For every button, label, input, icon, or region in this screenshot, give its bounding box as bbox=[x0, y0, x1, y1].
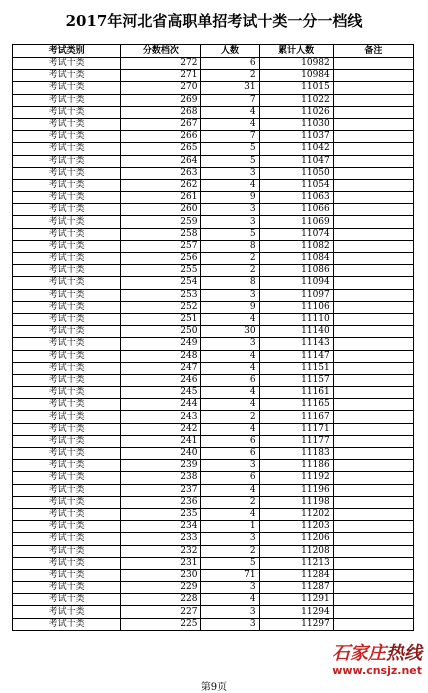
cell-count: 3 bbox=[201, 204, 259, 216]
cell-count: 71 bbox=[201, 569, 259, 581]
cell-cumulative: 11167 bbox=[259, 411, 333, 423]
cell-count: 4 bbox=[201, 350, 259, 362]
header-score: 分数档次 bbox=[121, 45, 201, 58]
cell-remark bbox=[333, 58, 413, 70]
cell-category: 考试十类 bbox=[13, 277, 121, 289]
cell-count: 4 bbox=[201, 484, 259, 496]
cell-count: 8 bbox=[201, 240, 259, 252]
cell-category: 考试十类 bbox=[13, 569, 121, 581]
cell-cumulative: 11198 bbox=[259, 496, 333, 508]
cell-score: 250 bbox=[121, 326, 201, 338]
cell-remark bbox=[333, 350, 413, 362]
table-row bbox=[13, 362, 414, 374]
cell-remark bbox=[333, 143, 413, 155]
cell-category: 考试十类 bbox=[13, 606, 121, 618]
cell-score: 269 bbox=[121, 94, 201, 106]
cell-score: 244 bbox=[121, 399, 201, 411]
cell-remark bbox=[333, 118, 413, 130]
cell-remark bbox=[333, 545, 413, 557]
cell-score: 245 bbox=[121, 387, 201, 399]
cell-cumulative: 11297 bbox=[259, 618, 333, 630]
cell-category: 考试十类 bbox=[13, 167, 121, 179]
cell-remark bbox=[333, 106, 413, 118]
cell-category: 考试十类 bbox=[13, 472, 121, 484]
cell-cumulative: 11037 bbox=[259, 131, 333, 143]
table-body bbox=[13, 58, 414, 631]
cell-remark bbox=[333, 472, 413, 484]
cell-score: 259 bbox=[121, 216, 201, 228]
header-remark: 备注 bbox=[333, 45, 413, 58]
cell-remark bbox=[333, 338, 413, 350]
table-row bbox=[13, 94, 414, 106]
cell-cumulative: 11097 bbox=[259, 289, 333, 301]
cell-cumulative: 11094 bbox=[259, 277, 333, 289]
cell-cumulative: 11202 bbox=[259, 508, 333, 520]
cell-score: 260 bbox=[121, 204, 201, 216]
cell-category: 考试十类 bbox=[13, 387, 121, 399]
cell-remark bbox=[333, 167, 413, 179]
cell-category: 考试十类 bbox=[13, 192, 121, 204]
cell-category: 考试十类 bbox=[13, 557, 121, 569]
cell-count: 3 bbox=[201, 460, 259, 472]
cell-category: 考试十类 bbox=[13, 118, 121, 130]
cell-cumulative: 11110 bbox=[259, 313, 333, 325]
cell-score: 239 bbox=[121, 460, 201, 472]
cell-cumulative: 11183 bbox=[259, 448, 333, 460]
cell-category: 考试十类 bbox=[13, 94, 121, 106]
table-row bbox=[13, 545, 414, 557]
table-row bbox=[13, 399, 414, 411]
cell-cumulative: 11287 bbox=[259, 582, 333, 594]
header-cumulative: 累计人数 bbox=[259, 45, 333, 58]
site-logo-watermark bbox=[272, 644, 422, 688]
cell-remark bbox=[333, 374, 413, 386]
cell-cumulative: 11047 bbox=[259, 155, 333, 167]
cell-cumulative: 10984 bbox=[259, 70, 333, 82]
cell-cumulative: 11026 bbox=[259, 106, 333, 118]
table-row bbox=[13, 155, 414, 167]
cell-count: 8 bbox=[201, 277, 259, 289]
cell-remark bbox=[333, 399, 413, 411]
cell-cumulative: 11177 bbox=[259, 435, 333, 447]
cell-remark bbox=[333, 496, 413, 508]
table-row bbox=[13, 131, 414, 143]
cell-score: 225 bbox=[121, 618, 201, 630]
cell-score: 236 bbox=[121, 496, 201, 508]
cell-count: 30 bbox=[201, 326, 259, 338]
cell-remark bbox=[333, 326, 413, 338]
cell-remark bbox=[333, 240, 413, 252]
cell-category: 考试十类 bbox=[13, 70, 121, 82]
cell-score: 246 bbox=[121, 374, 201, 386]
cell-category: 考试十类 bbox=[13, 533, 121, 545]
table-row bbox=[13, 411, 414, 423]
cell-remark bbox=[333, 216, 413, 228]
cell-count: 5 bbox=[201, 143, 259, 155]
cell-count: 2 bbox=[201, 70, 259, 82]
cell-score: 241 bbox=[121, 435, 201, 447]
cell-remark bbox=[333, 435, 413, 447]
cell-remark bbox=[333, 70, 413, 82]
watermark-logo-red: 石家庄 bbox=[332, 643, 386, 664]
cell-cumulative: 11171 bbox=[259, 423, 333, 435]
table-row bbox=[13, 448, 414, 460]
cell-category: 考试十类 bbox=[13, 179, 121, 191]
cell-cumulative: 11151 bbox=[259, 362, 333, 374]
table-row bbox=[13, 167, 414, 179]
table-row bbox=[13, 387, 414, 399]
cell-count: 6 bbox=[201, 374, 259, 386]
table-row bbox=[13, 70, 414, 82]
cell-score: 267 bbox=[121, 118, 201, 130]
cell-remark bbox=[333, 228, 413, 240]
table-row bbox=[13, 82, 414, 94]
cell-category: 考试十类 bbox=[13, 399, 121, 411]
table-row bbox=[13, 606, 414, 618]
cell-cumulative: 11140 bbox=[259, 326, 333, 338]
cell-cumulative: 11086 bbox=[259, 265, 333, 277]
cell-score: 227 bbox=[121, 606, 201, 618]
cell-score: 257 bbox=[121, 240, 201, 252]
cell-count: 4 bbox=[201, 399, 259, 411]
cell-remark bbox=[333, 448, 413, 460]
cell-count: 7 bbox=[201, 131, 259, 143]
cell-count: 2 bbox=[201, 253, 259, 265]
cell-remark bbox=[333, 606, 413, 618]
cell-cumulative: 11066 bbox=[259, 204, 333, 216]
cell-cumulative: 11147 bbox=[259, 350, 333, 362]
table-row bbox=[13, 326, 414, 338]
cell-category: 考试十类 bbox=[13, 216, 121, 228]
cell-count: 6 bbox=[201, 472, 259, 484]
cell-score: 230 bbox=[121, 569, 201, 581]
cell-cumulative: 11015 bbox=[259, 82, 333, 94]
cell-cumulative: 11022 bbox=[259, 94, 333, 106]
cell-count: 6 bbox=[201, 435, 259, 447]
cell-category: 考试十类 bbox=[13, 265, 121, 277]
cell-remark bbox=[333, 521, 413, 533]
cell-count: 4 bbox=[201, 313, 259, 325]
cell-category: 考试十类 bbox=[13, 143, 121, 155]
cell-score: 265 bbox=[121, 143, 201, 155]
cell-remark bbox=[333, 618, 413, 630]
table-row bbox=[13, 253, 414, 265]
cell-category: 考试十类 bbox=[13, 582, 121, 594]
cell-remark bbox=[333, 460, 413, 472]
cell-count: 5 bbox=[201, 228, 259, 240]
cell-category: 考试十类 bbox=[13, 374, 121, 386]
cell-count: 2 bbox=[201, 265, 259, 277]
cell-count: 3 bbox=[201, 338, 259, 350]
cell-count: 9 bbox=[201, 301, 259, 313]
cell-category: 考试十类 bbox=[13, 301, 121, 313]
cell-count: 31 bbox=[201, 82, 259, 94]
cell-cumulative: 11203 bbox=[259, 521, 333, 533]
table-row bbox=[13, 192, 414, 204]
cell-score: 243 bbox=[121, 411, 201, 423]
cell-category: 考试十类 bbox=[13, 521, 121, 533]
cell-score: 264 bbox=[121, 155, 201, 167]
cell-score: 238 bbox=[121, 472, 201, 484]
cell-category: 考试十类 bbox=[13, 496, 121, 508]
cell-cumulative: 11082 bbox=[259, 240, 333, 252]
cell-count: 4 bbox=[201, 106, 259, 118]
cell-score: 256 bbox=[121, 253, 201, 265]
cell-score: 235 bbox=[121, 508, 201, 520]
cell-count: 3 bbox=[201, 582, 259, 594]
table-row bbox=[13, 289, 414, 301]
cell-category: 考试十类 bbox=[13, 204, 121, 216]
cell-score: 231 bbox=[121, 557, 201, 569]
cell-cumulative: 11106 bbox=[259, 301, 333, 313]
cell-category: 考试十类 bbox=[13, 460, 121, 472]
cell-cumulative: 11291 bbox=[259, 594, 333, 606]
cell-remark bbox=[333, 277, 413, 289]
cell-remark bbox=[333, 313, 413, 325]
cell-remark bbox=[333, 131, 413, 143]
cell-score: 254 bbox=[121, 277, 201, 289]
cell-score: 272 bbox=[121, 58, 201, 70]
cell-score: 237 bbox=[121, 484, 201, 496]
cell-category: 考试十类 bbox=[13, 338, 121, 350]
cell-remark bbox=[333, 508, 413, 520]
cell-category: 考试十类 bbox=[13, 594, 121, 606]
table-row bbox=[13, 216, 414, 228]
cell-cumulative: 11284 bbox=[259, 569, 333, 581]
cell-category: 考试十类 bbox=[13, 326, 121, 338]
cell-count: 6 bbox=[201, 448, 259, 460]
cell-remark bbox=[333, 411, 413, 423]
table-row bbox=[13, 143, 414, 155]
cell-count: 2 bbox=[201, 496, 259, 508]
cell-cumulative: 11294 bbox=[259, 606, 333, 618]
cell-category: 考试十类 bbox=[13, 131, 121, 143]
table-row bbox=[13, 435, 414, 447]
cell-cumulative: 11208 bbox=[259, 545, 333, 557]
table-row bbox=[13, 58, 414, 70]
cell-category: 考试十类 bbox=[13, 313, 121, 325]
cell-score: 229 bbox=[121, 582, 201, 594]
cell-category: 考试十类 bbox=[13, 484, 121, 496]
table-row bbox=[13, 106, 414, 118]
cell-cumulative: 11054 bbox=[259, 179, 333, 191]
cell-score: 253 bbox=[121, 289, 201, 301]
cell-count: 9 bbox=[201, 192, 259, 204]
table-header-row bbox=[13, 45, 414, 58]
cell-remark bbox=[333, 569, 413, 581]
cell-remark bbox=[333, 204, 413, 216]
cell-remark bbox=[333, 301, 413, 313]
cell-remark bbox=[333, 387, 413, 399]
cell-cumulative: 11161 bbox=[259, 387, 333, 399]
cell-cumulative: 11186 bbox=[259, 460, 333, 472]
table-row bbox=[13, 240, 414, 252]
score-table bbox=[12, 44, 414, 631]
table-row bbox=[13, 350, 414, 362]
cell-count: 1 bbox=[201, 521, 259, 533]
cell-count: 3 bbox=[201, 618, 259, 630]
cell-category: 考试十类 bbox=[13, 228, 121, 240]
cell-cumulative: 11192 bbox=[259, 472, 333, 484]
table-row bbox=[13, 484, 414, 496]
table-row bbox=[13, 374, 414, 386]
cell-score: 258 bbox=[121, 228, 201, 240]
table-row bbox=[13, 228, 414, 240]
cell-score: 233 bbox=[121, 533, 201, 545]
cell-category: 考试十类 bbox=[13, 58, 121, 70]
cell-count: 4 bbox=[201, 362, 259, 374]
header-count: 人数 bbox=[201, 45, 259, 58]
cell-count: 4 bbox=[201, 594, 259, 606]
cell-category: 考试十类 bbox=[13, 289, 121, 301]
table-row bbox=[13, 277, 414, 289]
table-row bbox=[13, 204, 414, 216]
cell-category: 考试十类 bbox=[13, 106, 121, 118]
cell-category: 考试十类 bbox=[13, 448, 121, 460]
cell-remark bbox=[333, 484, 413, 496]
cell-count: 4 bbox=[201, 423, 259, 435]
cell-remark bbox=[333, 362, 413, 374]
cell-cumulative: 11206 bbox=[259, 533, 333, 545]
cell-score: 271 bbox=[121, 70, 201, 82]
cell-score: 252 bbox=[121, 301, 201, 313]
cell-remark bbox=[333, 94, 413, 106]
table-row bbox=[13, 582, 414, 594]
cell-cumulative: 11165 bbox=[259, 399, 333, 411]
cell-category: 考试十类 bbox=[13, 253, 121, 265]
cell-count: 4 bbox=[201, 179, 259, 191]
cell-score: 232 bbox=[121, 545, 201, 557]
cell-count: 3 bbox=[201, 289, 259, 301]
cell-cumulative: 11084 bbox=[259, 253, 333, 265]
cell-score: 270 bbox=[121, 82, 201, 94]
table-row bbox=[13, 533, 414, 545]
table-row bbox=[13, 618, 414, 630]
cell-score: 251 bbox=[121, 313, 201, 325]
table-row bbox=[13, 594, 414, 606]
cell-remark bbox=[333, 582, 413, 594]
cell-count: 4 bbox=[201, 508, 259, 520]
cell-score: 249 bbox=[121, 338, 201, 350]
cell-remark bbox=[333, 179, 413, 191]
cell-category: 考试十类 bbox=[13, 240, 121, 252]
cell-count: 3 bbox=[201, 167, 259, 179]
cell-score: 248 bbox=[121, 350, 201, 362]
cell-count: 4 bbox=[201, 387, 259, 399]
cell-category: 考试十类 bbox=[13, 435, 121, 447]
cell-cumulative: 11074 bbox=[259, 228, 333, 240]
cell-remark bbox=[333, 253, 413, 265]
cell-category: 考试十类 bbox=[13, 618, 121, 630]
cell-count: 4 bbox=[201, 118, 259, 130]
cell-count: 3 bbox=[201, 533, 259, 545]
cell-category: 考试十类 bbox=[13, 82, 121, 94]
cell-remark bbox=[333, 533, 413, 545]
watermark-logo-text bbox=[272, 644, 422, 664]
cell-category: 考试十类 bbox=[13, 508, 121, 520]
cell-cumulative: 11213 bbox=[259, 557, 333, 569]
table-row bbox=[13, 496, 414, 508]
cell-score: 247 bbox=[121, 362, 201, 374]
table-row bbox=[13, 118, 414, 130]
table-row bbox=[13, 301, 414, 313]
watermark-logo-dark: 热线 bbox=[386, 643, 422, 664]
watermark-url: www.cnsjz.net bbox=[332, 664, 422, 677]
table-row bbox=[13, 265, 414, 277]
cell-category: 考试十类 bbox=[13, 411, 121, 423]
cell-remark bbox=[333, 265, 413, 277]
cell-score: 228 bbox=[121, 594, 201, 606]
cell-count: 3 bbox=[201, 606, 259, 618]
cell-cumulative: 10982 bbox=[259, 58, 333, 70]
cell-cumulative: 11143 bbox=[259, 338, 333, 350]
cell-count: 2 bbox=[201, 411, 259, 423]
cell-remark bbox=[333, 289, 413, 301]
table-row bbox=[13, 179, 414, 191]
cell-remark bbox=[333, 557, 413, 569]
cell-count: 5 bbox=[201, 557, 259, 569]
table-row bbox=[13, 313, 414, 325]
cell-count: 2 bbox=[201, 545, 259, 557]
cell-remark bbox=[333, 82, 413, 94]
table-row bbox=[13, 557, 414, 569]
cell-score: 268 bbox=[121, 106, 201, 118]
table-row bbox=[13, 569, 414, 581]
cell-cumulative: 11042 bbox=[259, 143, 333, 155]
cell-cumulative: 11030 bbox=[259, 118, 333, 130]
cell-remark bbox=[333, 155, 413, 167]
header-category: 考试类别 bbox=[13, 45, 121, 58]
cell-category: 考试十类 bbox=[13, 423, 121, 435]
cell-score: 263 bbox=[121, 167, 201, 179]
table-row bbox=[13, 460, 414, 472]
cell-score: 240 bbox=[121, 448, 201, 460]
cell-cumulative: 11063 bbox=[259, 192, 333, 204]
cell-count: 7 bbox=[201, 94, 259, 106]
page-number: 第9页 bbox=[200, 682, 228, 693]
table-row bbox=[13, 521, 414, 533]
table-row bbox=[13, 338, 414, 350]
cell-score: 255 bbox=[121, 265, 201, 277]
cell-remark bbox=[333, 423, 413, 435]
page-title: 2017年河北省高职单招考试十类一分一档线 bbox=[65, 12, 363, 30]
cell-score: 242 bbox=[121, 423, 201, 435]
cell-category: 考试十类 bbox=[13, 350, 121, 362]
table-row bbox=[13, 423, 414, 435]
cell-count: 5 bbox=[201, 155, 259, 167]
table-row bbox=[13, 472, 414, 484]
cell-score: 262 bbox=[121, 179, 201, 191]
cell-score: 266 bbox=[121, 131, 201, 143]
table-row bbox=[13, 508, 414, 520]
cell-score: 261 bbox=[121, 192, 201, 204]
cell-category: 考试十类 bbox=[13, 362, 121, 374]
cell-cumulative: 11196 bbox=[259, 484, 333, 496]
cell-remark bbox=[333, 192, 413, 204]
cell-category: 考试十类 bbox=[13, 545, 121, 557]
cell-score: 234 bbox=[121, 521, 201, 533]
cell-remark bbox=[333, 594, 413, 606]
cell-count: 6 bbox=[201, 58, 259, 70]
cell-cumulative: 11050 bbox=[259, 167, 333, 179]
cell-cumulative: 11069 bbox=[259, 216, 333, 228]
cell-count: 3 bbox=[201, 216, 259, 228]
cell-cumulative: 11157 bbox=[259, 374, 333, 386]
cell-category: 考试十类 bbox=[13, 155, 121, 167]
